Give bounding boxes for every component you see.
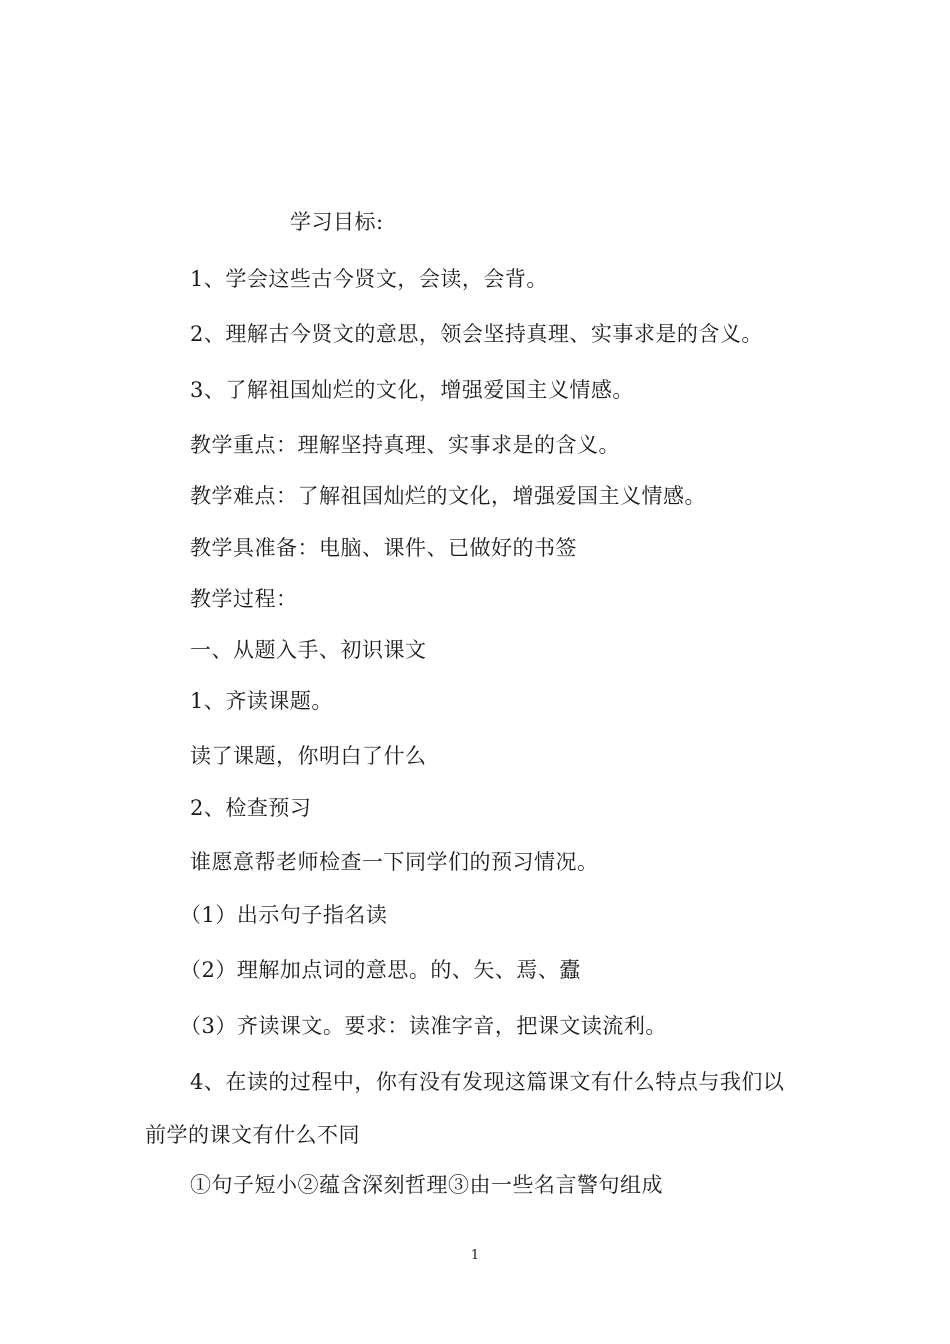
step-line-check: 谁愿意帮老师检查一下同学们的预习情况。 [190,850,599,874]
step-line-4: 4、在读的过程中，你有没有发现这篇课文有什么特点与我们以 [190,1070,785,1094]
step-line-2: 2、检查预习 [190,796,312,820]
step-line-question: 读了课题，你明白了什么 [190,744,427,768]
section-heading-learning-goals: 学习目标: [290,210,384,234]
features-line: ①句子短小②蕴含深刻哲理③由一些名言警句组成 [190,1173,663,1197]
teaching-difficulty: 教学难点：了解祖国灿烂的文化，增强爱国主义情感。 [190,484,706,508]
teaching-materials: 教学具准备：电脑、课件、已做好的书签 [190,536,577,560]
page-number: 1 [470,1248,480,1263]
teaching-process-heading: 教学过程： [190,587,298,611]
step-line-1: 1、齐读课题。 [190,689,333,713]
goal-line-3: 3、了解祖国灿烂的文化，增强爱国主义情感。 [190,378,634,402]
goal-line-2: 2、理解古今贤文的意思，领会坚持真理、实事求是的含义。 [190,322,763,346]
step-line-4-continued: 前学的课文有什么不同 [145,1123,360,1147]
teaching-focus: 教学重点：理解坚持真理、实事求是的含义。 [190,433,620,457]
goal-line-1: 1、学会这些古今贤文，会读，会背。 [190,267,548,291]
part-one-heading: 一、从题入手、初识课文 [190,638,427,662]
sub-step-3: （3）齐读课文。要求：读准字音，把课文读流利。 [180,1014,667,1038]
sub-step-2: （2）理解加点词的意思。的、矢、焉、蠹 [180,958,581,982]
sub-step-1: （1）出示句子指名读 [180,903,388,927]
